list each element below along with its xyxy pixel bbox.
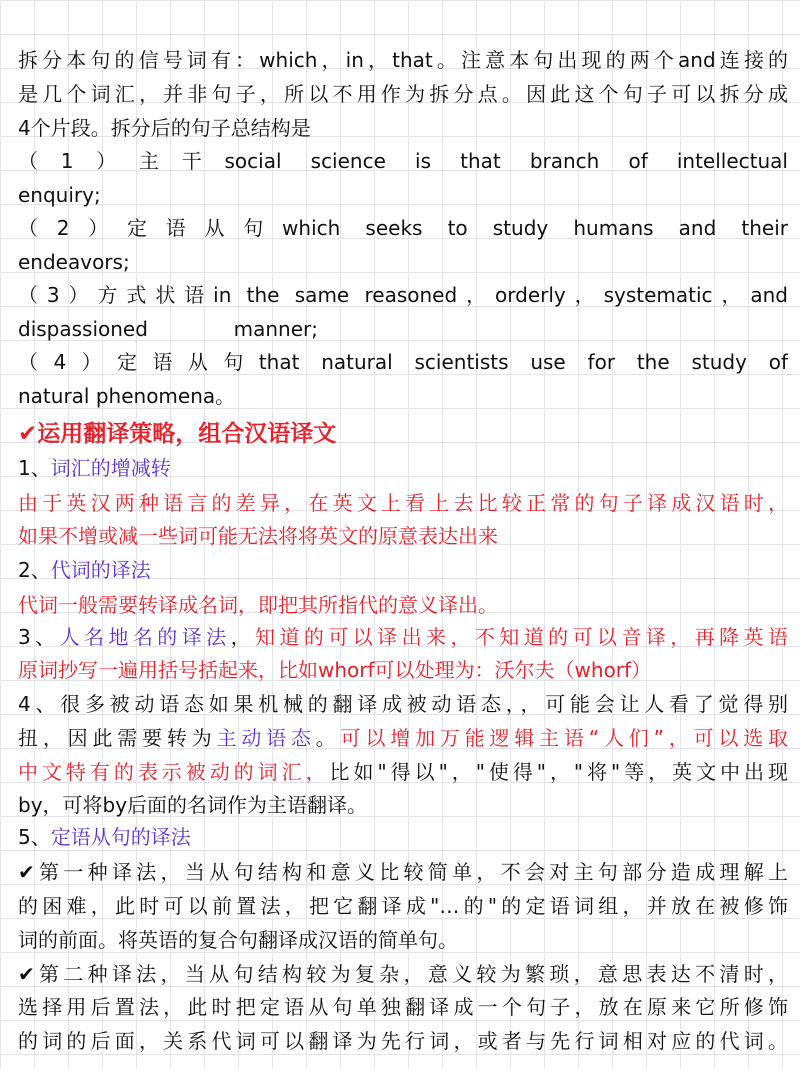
item-3-title: 人名地名的译法 (59, 625, 231, 649)
item-4-line-3 (18, 756, 788, 789)
method-2-line-2: 选择用后置法，此时把定语从句单独翻译成一个句子，放在原来它所修饰 (18, 995, 788, 1019)
item-4-text-a: 扭，因此需要转为 (18, 726, 217, 750)
item-1-desc-2: 如果不增或减一些词可能无法将将英文的原意表达出来 (18, 524, 498, 548)
item-4-line-2 (18, 722, 788, 755)
item-5-title: 定语从句的译法 (50, 825, 191, 849)
analysis-line-2: 是几个词汇，并非句子，所以不用作为拆分点。因此这个句子可以拆分成 (18, 82, 788, 106)
item-1-number: 1、 (18, 456, 51, 480)
segment-2-cont: endeavors; (18, 250, 130, 274)
item-1-title-line (18, 452, 788, 485)
item-4-red-text-2: 中文特有的表示被动的词汇， (18, 760, 330, 784)
method-2-line-3: 的词的后面，关系代词可以翻译为先行词，或者与先行词相对应的代词。 (18, 1029, 788, 1053)
item-3-title-line (18, 621, 788, 654)
item-4-period: 。 (315, 726, 341, 750)
item-4-line-4: by，可将by后面的名词作为主语翻译。 (18, 793, 368, 817)
item-3-desc-1: 知道的可以译出来，不知道的可以音译，再降英语 (255, 625, 788, 649)
segment-4: （4）定语从句that natural scientists use for the study of (18, 350, 788, 374)
item-1-title: 词汇的增减转 (50, 456, 171, 480)
item-4-active-voice: 主动语态 (216, 726, 316, 750)
item-1-desc-1: 由于英汉两种语言的差异，在英文上看上去比较正常的句子译成汉语时， (18, 491, 788, 515)
check-icon: ✔ (18, 421, 38, 447)
segment-1-cont: enquiry; (18, 183, 101, 207)
analysis-line-1: 拆分本句的信号词有：which，in，that。注意本句出现的两个and连接的 (18, 48, 788, 72)
segment-2: （2）定语从句which seeks to study humans and their (18, 216, 788, 240)
item-2-title-line (18, 554, 788, 587)
item-4-red-text-1: 可以增加万能逻辑主语“人们”，可以选取 (340, 726, 788, 750)
segment-3-cont: dispassioned manner; (18, 317, 318, 341)
analysis-line-3: 4个片段。拆分后的句子总结构是 (18, 116, 311, 140)
item-2-title: 代词的译法 (50, 558, 151, 582)
method-1-line-2: 的困难，此时可以前置法，把它翻译成"…的"的定语词组，并放在被修饰 (18, 894, 788, 918)
item-3-number: 3、 (18, 625, 60, 649)
method-1-line-3: 词的前面。将英语的复合句翻译成汉语的简单句。 (18, 928, 458, 952)
method-1-line-1: ✔第一种译法，当从句结构和意义比较简单，不会对主句部分造成理解上 (18, 860, 788, 884)
item-4-line-1: 4、很多被动语态如果机械的翻译成被动语态，，可能会让人看了觉得别 (18, 692, 788, 716)
item-2-number: 2、 (18, 558, 51, 582)
segment-4-cont: natural phenomena。 (18, 384, 236, 408)
item-2-desc-1: 代词一般需要转译成名词，即把其所指代的意义译出。 (18, 593, 498, 617)
item-3-separator: ， (230, 625, 256, 649)
method-2-line-1: ✔第二种译法，当从句结构较为复杂，意义较为繁琐，意思表达不清时， (18, 962, 788, 986)
segment-3: （3）方式状语in the same reasoned，orderly，systematic，and (18, 283, 788, 307)
section-heading-text: 运用翻译策略，组合汉语译文 (37, 421, 337, 447)
item-3-desc-2: 原词抄写一遍用括号括起来，比如whorf可以处理为：沃尔夫（whorf） (18, 658, 652, 682)
item-4-examples: 比如"得以"，"使得"，"将"等，英文中出现 (329, 760, 788, 784)
segment-1: （1）主干social science is that branch of intellectual (18, 149, 788, 173)
section-heading (18, 416, 788, 452)
item-5-title-line (18, 821, 788, 854)
item-5-number: 5、 (18, 825, 51, 849)
